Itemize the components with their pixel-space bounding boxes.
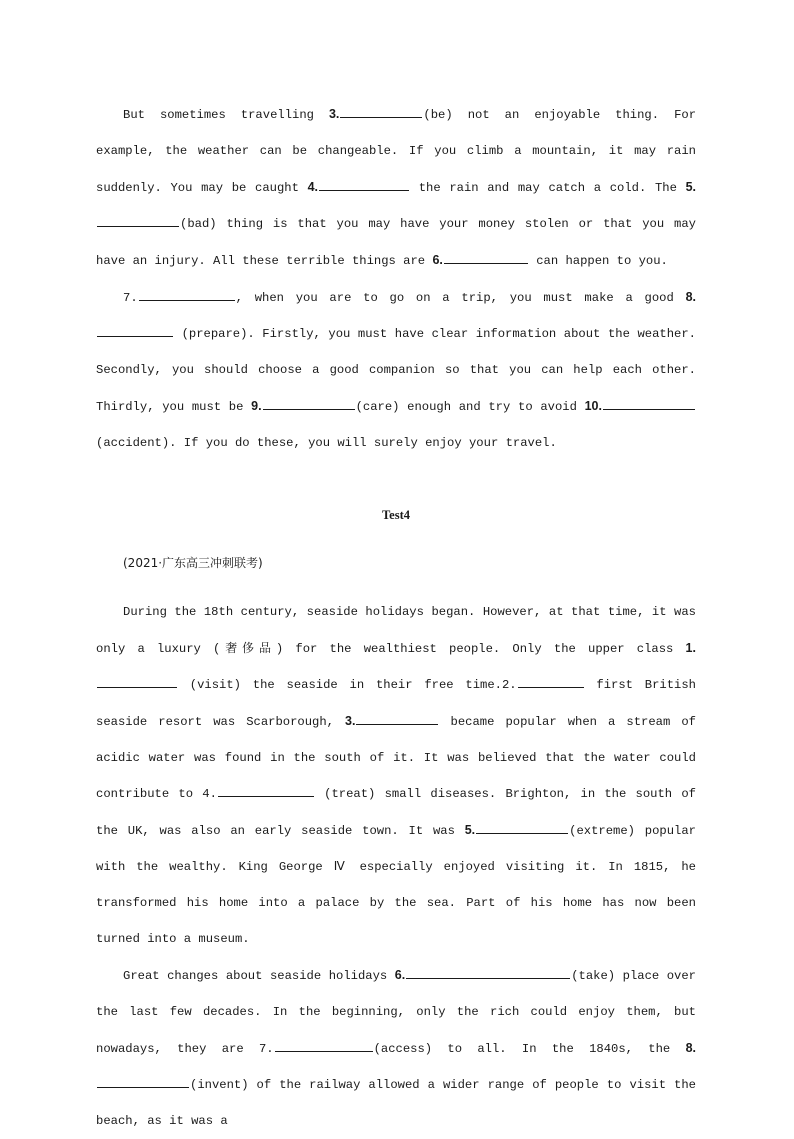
text: But sometimes travelling [123, 108, 329, 122]
text: ) for the wealthiest people. Only the upper class [275, 642, 686, 657]
text: (treat) small diseases. Brighton, in the south of the UK, was also an early seaside town. It was [96, 787, 696, 839]
question-number-9: 9. [251, 399, 262, 413]
chinese-gloss: 奢侈品 [220, 641, 276, 656]
question-number-5: 5. [464, 823, 476, 838]
blank-6[interactable] [406, 966, 570, 979]
passage-3-paragraph-1 [96, 96, 696, 279]
blank-10[interactable] [603, 397, 695, 410]
question-number-10: 10. [584, 399, 602, 413]
blank-8[interactable] [97, 324, 173, 337]
question-number-8: 8. [685, 1041, 696, 1056]
text: first British seaside resort was Scarborough, [96, 678, 696, 730]
question-number-7: 7. [258, 1042, 274, 1057]
question-number-2: 2. [501, 678, 517, 693]
blank-7[interactable] [139, 288, 235, 301]
text: (accident). If you do these, you will surely enjoy your travel. [96, 436, 557, 450]
question-number-1: 1. [685, 641, 696, 656]
text: (extreme) popular with the wealthy. King George Ⅳ especially enjoyed visiting it. In 1815, he transformed his home into a palace by the sea. Part of his home has now been turned into a museum. [96, 824, 696, 947]
blank-4[interactable] [319, 178, 409, 191]
document-page [96, 96, 696, 1139]
question-number-4: 4. [202, 787, 217, 802]
blank-6[interactable] [444, 251, 528, 264]
source-text: (2021·广东高三冲刺联考) [123, 556, 263, 571]
text: (bad) thing is that you may have your money stolen or that you may have an injury. All these terrible things are [96, 217, 696, 268]
blank-5[interactable] [97, 214, 179, 227]
blank-2[interactable] [518, 675, 584, 688]
text: (invent) of the railway allowed a wider range of people to visit the beach, as it was a [96, 1078, 696, 1129]
passage-4-paragraph-1 [96, 594, 696, 957]
text: (be) not an enjoyable thing. For example, the weather can be changeable. If you climb a mountain, it may rain suddenly. You may be caught [96, 108, 697, 195]
text: During the 18th century, seaside holidays began. However, at that time, it was only a luxury ( [96, 605, 696, 657]
question-number-8: 8. [685, 290, 696, 304]
blank-4[interactable] [218, 784, 314, 797]
text: the rain and may catch a cold. The [410, 181, 686, 195]
blank-5[interactable] [476, 821, 568, 834]
blank-1[interactable] [97, 675, 177, 688]
blank-3[interactable] [340, 105, 422, 118]
blank-7[interactable] [275, 1039, 373, 1052]
question-number-7: 7. [123, 291, 138, 305]
text: (visit) the seaside in their free time. [178, 678, 502, 693]
blank-8[interactable] [97, 1075, 189, 1088]
question-number-4: 4. [307, 180, 319, 194]
passage-3-paragraph-2 [96, 279, 696, 461]
test-source [96, 545, 696, 582]
text: (prepare). Firstly, you must have clear information about the weather. Secondly, you should choose a good companion so that you can help each other. Thirdly, you must be [96, 327, 696, 414]
test-title: Test4 [381, 508, 410, 522]
text: can happen to you. [528, 254, 668, 268]
text: Great changes about seaside holidays [123, 969, 395, 984]
text: became popular when a stream of acidic water was found in the south of it. It was believed that the water could contribute to [96, 715, 696, 802]
text: (take) place over the last few decades. In the beginning, only the rich could enjoy them, but nowadays, they are [96, 969, 696, 1057]
blank-9[interactable] [263, 397, 355, 410]
question-number-6: 6. [432, 253, 443, 267]
question-number-3: 3. [328, 107, 340, 121]
text: , when you are to go on a trip, you must make a good [235, 291, 686, 305]
question-number-6: 6. [394, 968, 406, 983]
question-number-3: 3. [345, 714, 356, 729]
text: (access) to all. In the 1840s, the [373, 1042, 686, 1057]
text: (care) enough and try to avoid [355, 400, 585, 414]
passage-4-paragraph-2 [96, 957, 696, 1139]
blank-3[interactable] [356, 712, 438, 725]
question-number-5: 5. [685, 180, 696, 194]
